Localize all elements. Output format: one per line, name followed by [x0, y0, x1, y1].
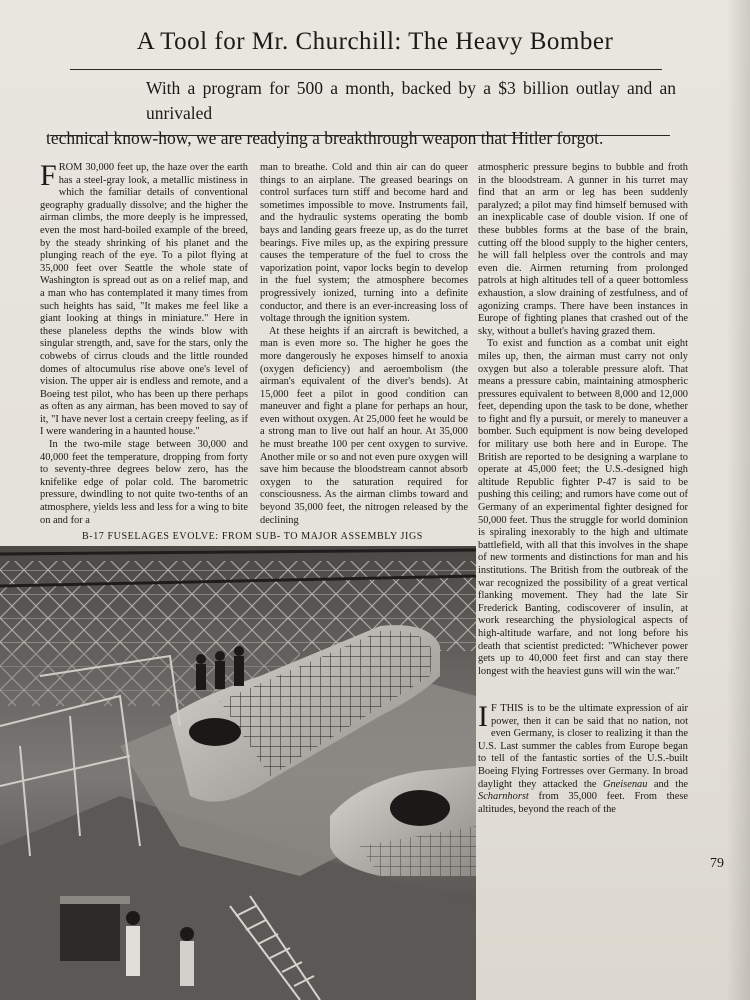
article-title: A Tool for Mr. Churchill: The Heavy Bomber: [136, 28, 614, 55]
paragraph-text: and the: [647, 778, 688, 790]
subhead-line-2: technical know-how, we are readying a breakthrough weapon that Hitler forgot.: [46, 128, 604, 148]
paragraph: In the two-mile stage between 30,000 and 40,000 feet the temperature, dropping from forty to seventy-three degrees below zero, has the knifelike edge of polar cold. The barometric pressure, dwindling to not quite two-tenths of an atmosphere, yields less and less for a wing to bite on and for a: [40, 439, 248, 526]
factory-photo: [0, 546, 476, 1000]
paragraph: atmospheric pressure begins to bubble and froth in the bloodstream. A gunner in his turret may find that an arm or leg has been suddenly paralyzed; a pilot may find himself bemused with an inexplicable case of double vision. If one of these bubbles forms at the base of the brain, cutting off the blood supply to the higher centers, he will fall helpless over the controls and may even die. Airmen returning from prolonged patrols at high altitudes tell of a queer bottomless exhaustion, a slow draining of zestfulness, and of agonizing cramps. There have been instances in Europe of fighting planes that crashed out of the sky, without a bullet's having grazed them.: [478, 162, 688, 337]
page-number: 79: [710, 856, 724, 871]
page-edge-shadow: [726, 0, 750, 1000]
text-column-1: [40, 159, 248, 527]
subhead-rule: [50, 135, 670, 136]
paragraph-text: F THIS is to be the ultimate expression of air power, then it can be said that no nation, not even Germany, is closer to realizing it than the U.S. Last summer the cables from Europe began to tell of the fantastic sorties of the U.S.-built Boeing Flying Fortresses over Germany. In broad daylight they attacked the: [478, 703, 688, 790]
text-column-2: [260, 162, 468, 527]
drop-cap: I: [478, 700, 488, 733]
paragraph-text: from 35,000 feet. From these altitudes, beyond the reach of the: [478, 791, 688, 815]
paragraph: To exist and function as a combat unit eight miles up, then, the airman must carry not only oxygen but also a tolerable pressure aloft. That means a pressure cabin, maintaining atmospheric pressures equivalent to between 8,000 and 12,000 feet, depending upon the task to be done, whether to fight and fly a pursuit, or merely to maneuver a bomber. Such equipment is now being developed for military use both here and in Europe. The British are reported to be designing a warplane to operate at 45,000 feet; the U.S.-designed high altitude Republic fighter P-47 is said to be pushing this ceiling; and rumors have come out of Germany of an experimental fighter designed for 50,000 feet. Thus the struggle for world dominion is spiraling inexorably to the high and ultimate battlefield, with all that this involves in the shape of new torments and distinctions for man and his institutions. The British from the outbreak of the war recognized the possibility of a great vertical flanking movement. They had the late Sir Frederick Banting, codiscoverer of insulin, at work researching the physiological aspects of high-altitude warfare, and not long before his death that scientist predicted: "Whichever power gets up to 40,000 feet first and can stay there longest with the heaviest guns will win the war.": [478, 338, 688, 677]
paragraph: [40, 159, 248, 439]
article-subhead: [46, 76, 676, 151]
drop-cap: F: [40, 159, 57, 192]
ship-name: Gneisenau: [602, 778, 648, 790]
text-column-3-section-2: [478, 700, 688, 816]
text-column-3: [478, 162, 688, 678]
subhead-line-1: With a program for 500 a month, backed by a $3 billion outlay and an unrivaled: [146, 78, 676, 123]
paragraph: [478, 700, 688, 816]
paragraph: man to breathe. Cold and thin air can do queer things to an airplane. The greased bearings on control surfaces turn stiff and become hard and sometimes impossible to move. Instruments fail, and the hydraulic systems operating the bomb bays and landing gears freeze up, as do the turret bearings. Five miles up, as the expiring pressure causes the temperature of the fuel to cross the vaporization point, vapor locks begin to develop in the fuel system; the atmosphere becomes progressively ionized, turning into a definite conductor, and there is an ever-increasing loss of voltage through the ignition system.: [260, 162, 468, 325]
title-rule: [70, 69, 662, 70]
photo-caption: B-17 FUSELAGES EVOLVE: FROM SUB- TO MAJOR ASSEMBLY JIGS: [82, 531, 423, 542]
factory-photo-illustration: [0, 546, 476, 1000]
paragraph-text: ROM 30,000 feet up, the haze over the earth has a steel-gray look, a metallic mistiness in which the familiar details of conventional geography gradually dissolve; and the higher the airman climbs, the more deeply is he impressed, even the most hard-boiled example of the breed, by the steady shrinking of his planet and the plunging reach of the eye. To a pilot flying at 35,000 feet over Seattle the whole state of Washington is spread out as on a relief map, and a man who has contemplated it many times from such heights has said, "It makes me feel like a giant looking at things in miniature." Here in these planeless depths the winds blow with singular strength, and, save for the stars, only the cobwebs of cirrus clouds and the little rounded domes of altocumulus rise above one's level of vision. The upper air is endless and remote, and a Boeing test pilot, who has been up there perhaps as often as any airman, has been moved to say of it, "I have never lost a certain creepy feeling, as if I were wandering in a haunted house.": [40, 162, 248, 438]
paragraph: At these heights if an aircraft is bewitched, a man is even more so. The higher he goes the more dangerously he exposes himself to anoxia (oxygen deficiency) and aeroembolism (the airman's equivalent of the diver's bends). At 15,000 feet a pilot in good condition can maneuver and fight a plane for perhaps an hour, even without oxygen. At 25,000 feet he would be a strong man to live out half an hour. At 35,000 he must breathe 100 per cent oxygen to survive. Another mile or so and not even pure oxygen will save him because the bloodstream cannot absorb oxygen to the saturation required for consciousness. As the airman climbs toward and beyond 35,000 feet, the nitrogen released by the declining: [260, 325, 468, 526]
ship-name: Scharnhorst: [478, 791, 529, 803]
